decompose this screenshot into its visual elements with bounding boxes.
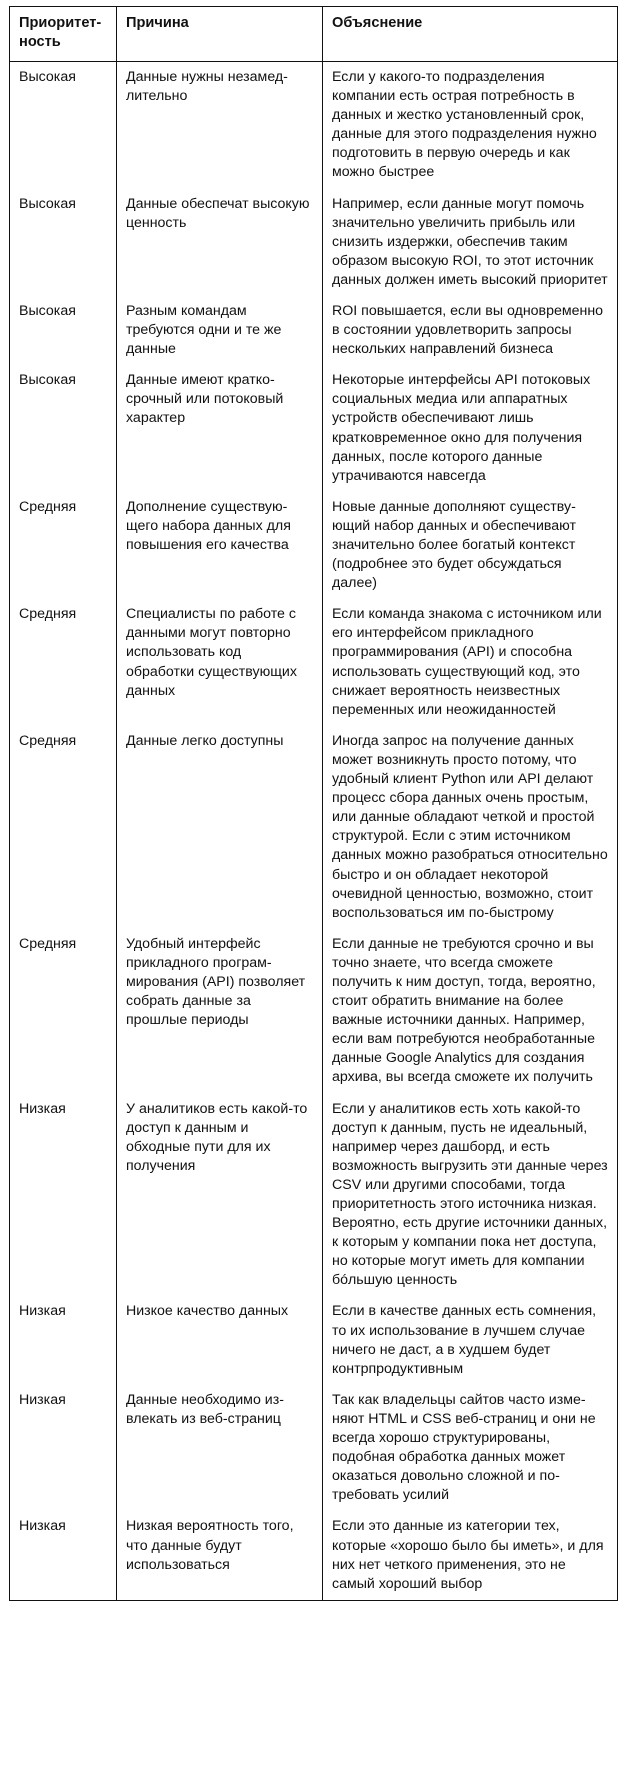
cell-priority: Низкая — [10, 1511, 117, 1600]
cell-explanation: Если в качестве данных есть сомнения, то их использование в лучшем случае ничего не даст, а в худшем будет контрпродуктивным — [332, 1303, 597, 1377]
cell-priority: Средняя — [10, 492, 117, 599]
cell-explanation: Если у какого-то подразделения компании есть острая потребность в данных и жестко установленный срок, данные для этого подразделения нужно подготовить в первую очередь и как можно быстрее — [332, 68, 597, 181]
cell-priority: Низкая — [10, 1094, 117, 1297]
cell-reason: Специалисты по работе с данными могут повторно использовать код обработки существующих данных — [117, 599, 323, 726]
cell-explanation: Например, если данные могут помочь значительно увеличить прибыль или снизить издержки, обеспечив таким образом высокую ROI, то этот источник данных должен иметь высокий приоритет — [332, 195, 608, 288]
cell-reason: Данные обеспечат высокую ценность — [117, 189, 323, 296]
table-body — [10, 61, 618, 1600]
table-row — [10, 1094, 618, 1297]
cell-reason: Данные легко доступны — [117, 726, 323, 929]
cell-priority: Низкая — [10, 1385, 117, 1512]
cell-explanation: ROI повышается, если вы одновременно в состоянии удовлетворить запросы нескольких направлений бизнеса — [332, 302, 604, 358]
cell-reason: Разным командам требуются одни и те же данные — [117, 296, 323, 365]
cell-priority: Средняя — [10, 599, 117, 726]
cell-reason: Низкое качество данных — [117, 1296, 323, 1384]
column-header-explanation: Объяснение — [323, 7, 618, 62]
cell-priority: Высокая — [10, 189, 117, 296]
cell-priority: Низкая — [10, 1296, 117, 1384]
cell-priority: Высокая — [10, 61, 117, 188]
cell-priority: Средняя — [10, 929, 117, 1094]
cell-reason: Низкая вероятность того, что данные будут использоваться — [117, 1511, 323, 1600]
cell-explanation: Новые данные дополняют существующий набор данных и обеспечивают значительно более богатый контекст (подробнее это будет обсуждаться далее) — [332, 498, 576, 592]
cell-explanation: Если команда знакома с источником или его интерфейсом прикладного программирования (API) и способна использовать существующий код, это снижает вероятность неизвестных переменных или неожиданностей — [332, 606, 602, 718]
cell-priority: Средняя — [10, 726, 117, 929]
table-row — [10, 599, 618, 726]
table-header-row — [10, 7, 618, 62]
table-row — [10, 492, 618, 599]
cell-reason: Дополнение существующего набора данных для повышения его качества — [117, 492, 323, 599]
table-row — [10, 296, 618, 365]
cell-reason: Удобный интерфейс прикладного программирования (API) позволяет собрать данные за прошлые периоды — [117, 929, 323, 1094]
cell-priority: Высокая — [10, 296, 117, 365]
table-row — [10, 189, 618, 296]
cell-reason: Данные нужны незамедлительно — [117, 61, 323, 188]
cell-reason: Данные необходимо извлекать из веб-страниц — [117, 1385, 323, 1512]
cell-priority: Высокая — [10, 365, 117, 492]
table-row — [10, 61, 618, 188]
cell-explanation: Так как владельцы сайтов часто изменяют HTML и CSS веб-страниц и они не всегда хорошо структурированы, подобная обработка данных может оказаться довольно сложной и потребовать усилий — [332, 1391, 596, 1504]
cell-reason: Данные имеют краткосрочный или потоковый характер — [117, 365, 323, 492]
column-header-reason: Причина — [117, 7, 323, 62]
cell-reason: У аналитиков есть какой-то доступ к данным и обходные пути для их получения — [117, 1094, 323, 1297]
column-header-priority: Приоритетность — [10, 7, 117, 62]
cell-explanation: Если у аналитиков есть хоть какой-то доступ к данным, пусть не идеальный, например через дашборд, и есть возможность выгрузить эти данные через CSV или другими способами, тогда приоритетность этого источника низкая. Вероятно, есть другие источники данных, к которым у компании пока нет доступа, но которые могут иметь для компании бóльшую ценность — [332, 1100, 608, 1289]
cell-explanation: Если данные не требуются срочно и вы точно знаете, что всегда сможете получить к ним доступ, тогда, вероятно, стоит обратить внимание на более важные источники данных. Например, если вам потребуются необработанные данные Google Analytics для создания архива, вы всегда сможете их получить — [332, 935, 596, 1086]
table-row — [10, 365, 618, 492]
table-row — [10, 1385, 618, 1512]
table-row — [10, 1511, 618, 1600]
cell-explanation: Иногда запрос на получение данных может возникнуть просто потому, что удобный клиент Python или API делают процесс сбора данных очень простым, или данные обладают четкой и простой структурой. Если с этим источником данных можно разобраться относительно быстро и он обладает некоторой очевидной ценностью, возможно, стоит воспользоваться им по-быстрому — [332, 732, 608, 921]
data-source-prioritization-table — [9, 6, 618, 1601]
table-header — [10, 7, 618, 62]
table-row — [10, 929, 618, 1094]
cell-explanation: Некоторые интерфейсы API потоковых социальных медиа или аппаратных устройств обеспечивают лишь кратковременное окно для получения данных, после которого данные утрачиваются навсегда — [332, 372, 591, 484]
table-row — [10, 726, 618, 929]
cell-explanation: Если это данные из категории тех, которые «хорошо было бы иметь», и для них нет четкого применения, это не самый хороший выбор — [332, 1518, 604, 1592]
table-row — [10, 1296, 618, 1384]
